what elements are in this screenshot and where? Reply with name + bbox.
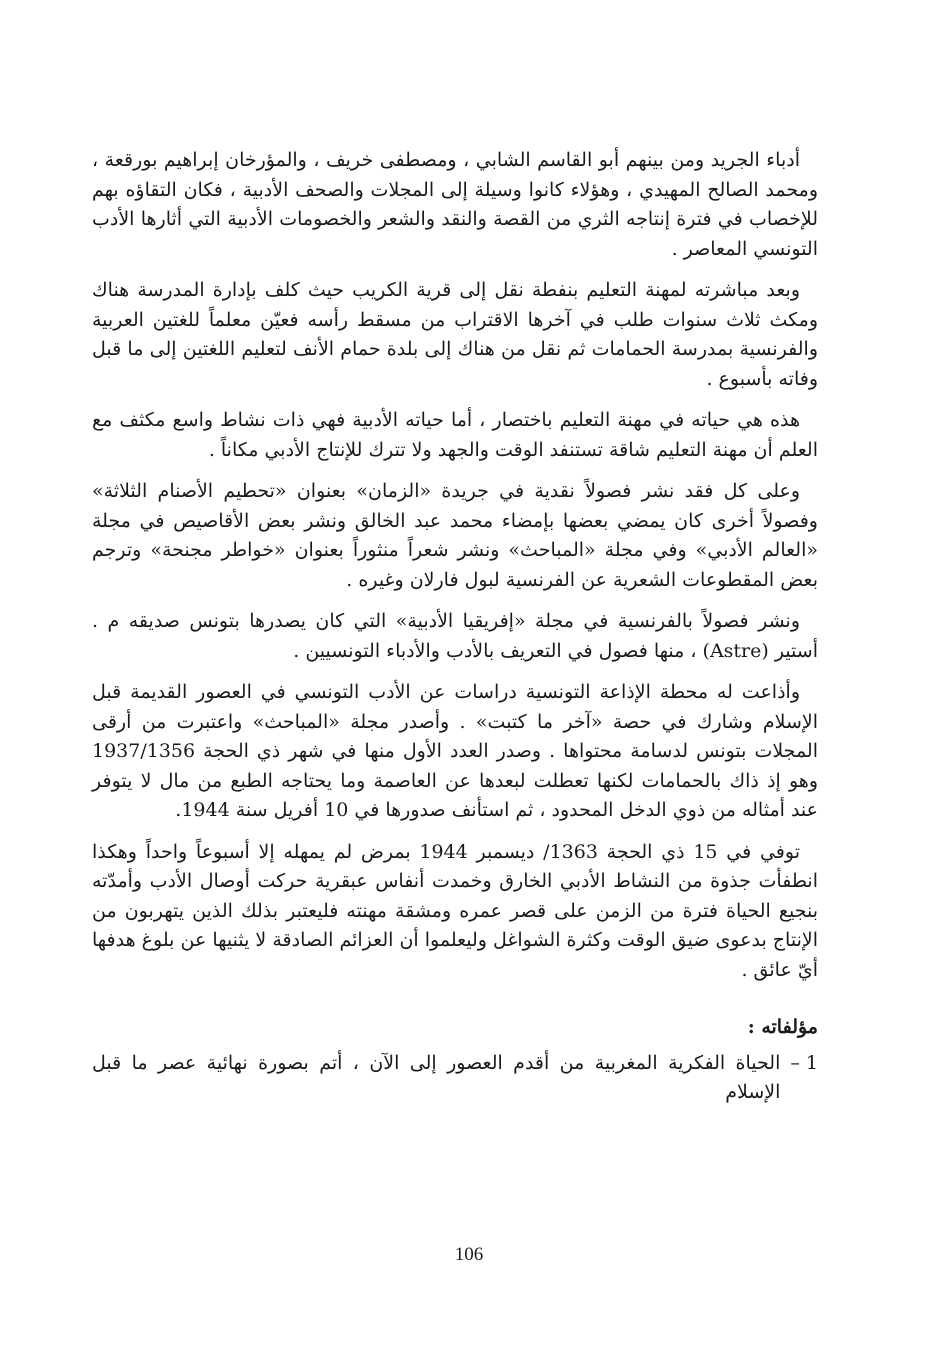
paragraph: توفي في 15 ذي الحجة 1363/ ديسمبر 1944 بمرض لم يمهله إلا أسبوعاً واحداً وهكذا انطفأت جذوة من النشاط الأدبي الخارق وخمدت أنفاس عبقرية حركت أوصال الأدب وأمدّته بنجيع الحياة فترة من الزمن على قصر عمره ومشقة مهنته فليعتبر بذلك الذين يتهربون من الإنتاج بدعوى ضيق الوقت وكثرة الشواغل وليعلموا أن العزائم الصادقة لا يثنيها عن بلوغ هدفها أيّ عائق . xyxy=(92,840,818,981)
page-body xyxy=(92,146,818,1108)
paragraph: وبعد مباشرته لمهنة التعليم بنفطة نقل إلى قرية الكريب حيث كلف بإدارة المدرسة هناك ومكث ثلاث سنوات طلب في آخرها الاقتراب من مسقط رأسه فعيّن معلماً للغتين العربية والفرنسية بمدرسة الحمامات ثم نقل من هناك إلى بلدة حمام الأنف لتعليم اللغتين إلى ما قبل وفاته بأسبوع . xyxy=(92,279,818,390)
list-item-text: الحياة الفكرية المغربية من أقدم العصور إلى الآن ، أتم بصورة نهائية عصر ما قبل الإسلام xyxy=(92,1051,781,1103)
paragraph: هذه هي حياته في مهنة التعليم باختصار ، أما حياته الأدبية فهي ذات نشاط واسع مكثف مع العلم أن مهنة التعليم شاقة تستنفد الوقت والجهد ولا تترك للإنتاج الأدبي مكاناً . xyxy=(92,409,818,461)
paragraph: ونشر فصولاً بالفرنسية في مجلة «إفريقيا الأدبية» التي كان يصدرها بتونس صديقه م . أستير (Astre) ، منها فصول في التعريف بالأدب والأدباء التونسيين . xyxy=(92,610,818,662)
list-item-number: 1 – xyxy=(790,1051,818,1074)
paragraph: وأذاعت له محطة الإذاعة التونسية دراسات عن الأدب التونسي في العصور القديمة قبل الإسلام وشارك في حصة «آخر ما كتبت» . وأصدر مجلة «المباحث» واعتبرت من أرقى المجلات بتونس لدسامة محتواها . وصدر العدد الأول منها في شهر ذي الحجة 1937/1356 وهو إذ ذاك بالحمامات لكنها تعطلت لبعدها عن العاصمة وما يحتاجه الطبع من مال لا يتوفر عند أمثاله من ذوي الدخل المحدود ، ثم استأنف صدورها في 10 أفريل سنة 1944. xyxy=(92,681,818,821)
works-heading: مؤلفاته : xyxy=(747,1016,818,1038)
paragraph: أدباء الجريد ومن بينهم أبو القاسم الشابي ، ومصطفى خريف ، والمؤرخان إبراهيم بورقعة ، ومحمد الصالح المهيدي ، وهؤلاء كانوا وسيلة إلى المجلات والصحف الأدبية ، فكان التقاؤه بهم للإخصاب في فترة إنتاجه الثري من القصة والنقد والشعر والخصومات الأدبية التي أثارها الأدب التونسي المعاصر . xyxy=(92,149,818,260)
works-list-item xyxy=(92,1049,818,1108)
page-number: 106 xyxy=(454,1244,484,1265)
paragraph: وعلى كل فقد نشر فصولاً نقدية في جريدة «الزمان» بعنوان «تحطيم الأصنام الثلاثة» وفصولاً أخرى كان يمضي بعضها بإمضاء محمد عبد الخالق ونشر بعض الأقاصيص في مجلة «العالم الأدبي» وفي مجلة «المباحث» ونشر شعراً منثوراً بعنوان «خواطر مجنحة» وترجم بعض المقطوعات الشعرية عن الفرنسية لبول فارلان وغيره . xyxy=(92,480,818,591)
